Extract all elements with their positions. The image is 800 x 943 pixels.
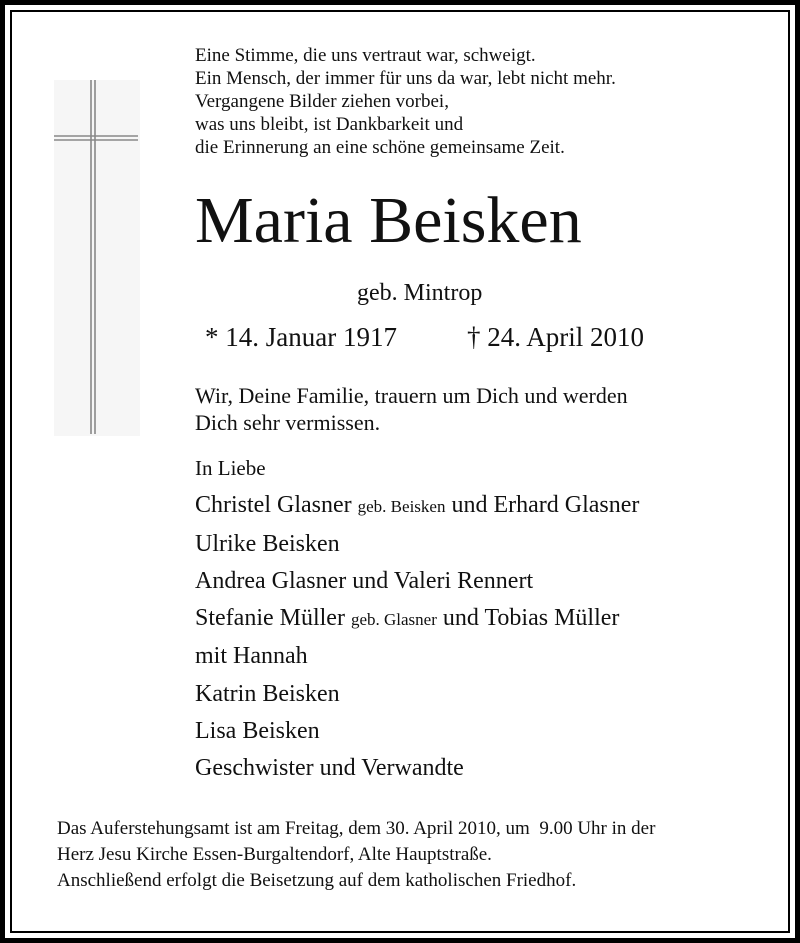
life-dates (205, 322, 645, 352)
mourner (195, 487, 639, 525)
mourner-partner: und Tobias Müller (442, 605, 620, 632)
mourner: Katrin Beisken (195, 680, 340, 707)
mourner-partner: und Erhard Glasner (451, 492, 640, 519)
mourner: Ulrike Beisken (195, 530, 340, 557)
mourner (195, 600, 639, 638)
footer-line: Das Auferstehungsamt ist am Freitag, dem 30. April 2010, um 9.00 Uhr in der (57, 818, 656, 839)
cross-icon (54, 80, 140, 436)
message-line: Wir, Deine Familie, trauern um Dich und werden (195, 383, 628, 408)
family-message (195, 382, 628, 436)
mourners-list (195, 450, 639, 788)
maiden-name: geb. Mintrop (357, 280, 483, 306)
message-line: Dich sehr vermissen. (195, 410, 381, 435)
death-date: † 24. April 2010 (467, 322, 645, 352)
mourner: Geschwister und Verwandte (195, 755, 464, 782)
birth-date: * 14. Januar 1917 (205, 322, 397, 352)
mourner: Andrea Glasner und Valeri Rennert (195, 567, 534, 594)
funeral-details (57, 816, 655, 894)
poem-line: Vergangene Bilder ziehen vorbei, (195, 91, 449, 112)
mourner: mit Hannah (195, 643, 308, 670)
poem-line: Eine Stimme, die uns vertraut war, schweigt. (195, 45, 536, 66)
poem-line: Ein Mensch, der immer für uns da war, lebt nicht mehr. (195, 68, 616, 89)
deceased-name: Maria Beisken (195, 184, 582, 257)
poem-line: die Erinnerung an eine schöne gemeinsame Zeit. (195, 137, 565, 158)
footer-line: Herz Jesu Kirche Essen-Burgaltendorf, Alte Hauptstraße. (57, 844, 492, 865)
signoff: In Liebe (195, 456, 266, 480)
mourner-name: Christel Glasner (195, 492, 352, 519)
maiden-note: geb. Glasner (350, 610, 437, 630)
maiden-note: geb. Beisken (357, 497, 446, 517)
footer-line: Anschließend erfolgt die Beisetzung auf dem katholischen Friedhof. (57, 870, 577, 891)
mourner-name: Stefanie Müller (195, 605, 345, 632)
mourner: Lisa Beisken (195, 718, 320, 745)
poem (195, 44, 616, 159)
poem-line: was uns bleibt, ist Dankbarkeit und (195, 114, 464, 135)
